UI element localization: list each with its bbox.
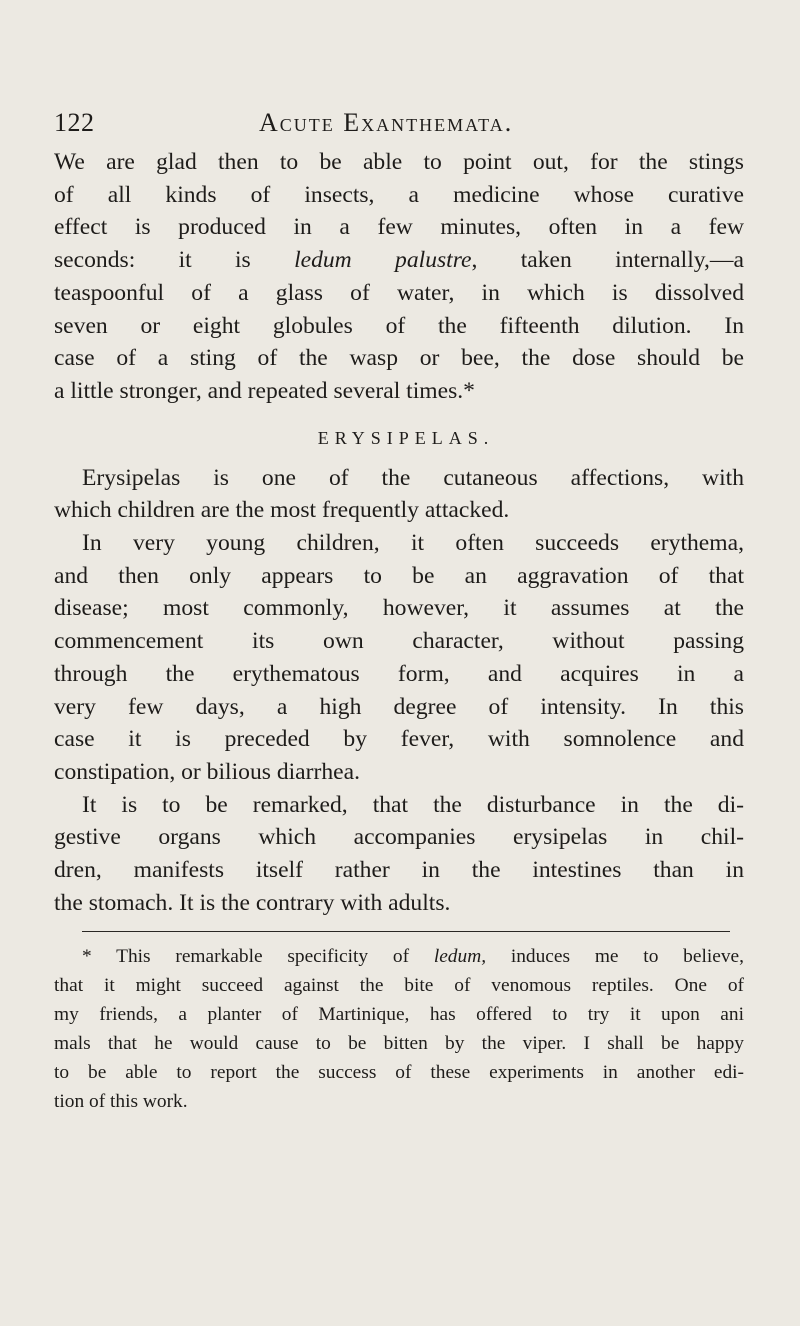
text-line: seven or eight globules of the fifteenth dilution. In xyxy=(54,312,744,339)
text-line: We are glad then to be able to point out, for the stings xyxy=(54,149,744,175)
text-line: very few days, a high degree of intensity. In this xyxy=(54,693,744,720)
text-line: gestive organs which accompanies erysipelas in chil- xyxy=(54,824,744,851)
text-line: effect is produced in a few minutes, often in a few xyxy=(54,214,744,241)
running-title: Acute Exanthemata. xyxy=(259,108,514,137)
footnote-line: my friends, a planter of Martinique, has offered to try it upon ani xyxy=(54,1004,744,1026)
text-fragment: seconds: it is xyxy=(54,247,295,274)
text-line: of all kinds of insects, a medicine whose curative xyxy=(54,181,744,208)
text-line: commencement its own character, without passing xyxy=(54,628,744,655)
text-line: a little stronger, and repeated several times.* xyxy=(54,377,475,404)
text-fragment: induces me to believe, xyxy=(486,946,744,968)
book-page xyxy=(54,100,744,1116)
text-line: dren, manifests itself rather in the intestines than in xyxy=(54,857,744,884)
section-heading: ERYSIPELAS. xyxy=(317,427,495,448)
text-line: case of a sting of the wasp or bee, the dose should be xyxy=(54,345,744,372)
text-line: which children are the most frequently attacked. xyxy=(54,497,510,524)
paragraph-insect-stings xyxy=(54,146,744,408)
text-line: It is to be remarked, that the disturbance in the di- xyxy=(82,791,744,818)
text-line: case it is preceded by fever, with somnolence and xyxy=(54,726,744,753)
remedy-name: ledum, xyxy=(433,946,487,968)
text-line: constipation, or bilious diarrhea. xyxy=(54,758,360,785)
text-line xyxy=(54,244,744,277)
text-line: and then only appears to be an aggravation of that xyxy=(54,562,744,589)
text-line: disease; most commonly, however, it assumes at the xyxy=(54,595,744,622)
text-fragment: , taken internally,—a xyxy=(471,247,744,274)
footnote-line xyxy=(54,942,744,971)
text-line: through the erythematous form, and acquires in a xyxy=(54,660,744,687)
paragraph-young-children xyxy=(54,527,744,789)
remedy-name: ledum palustre xyxy=(294,247,472,274)
text-fragment: * This remarkable specificity of xyxy=(82,946,434,968)
text-line: teaspoonful of a glass of water, in which is dissolved xyxy=(54,279,744,306)
footnote-line: to be able to report the success of these experiments in another edi- xyxy=(54,1062,744,1084)
footnote-line: tion of this work. xyxy=(54,1091,188,1113)
text-line: In very young children, it often succeeds erythema, xyxy=(82,530,744,557)
text-line: Erysipelas is one of the cutaneous affections, with xyxy=(82,464,744,491)
paragraph-digestive-organs xyxy=(54,789,744,920)
text-line: the stomach. It is the contrary with adults. xyxy=(54,889,451,916)
footnote-line: mals that he would cause to be bitten by the viper. I shall be happy xyxy=(54,1033,744,1055)
page-number: 122 xyxy=(54,108,95,137)
footnote-line: that it might succeed against the bite of venomous reptiles. One of xyxy=(54,975,744,997)
footnote xyxy=(54,942,744,1116)
running-head xyxy=(54,100,744,146)
paragraph-erysipelas-intro xyxy=(54,462,744,527)
footnote-divider xyxy=(82,931,730,932)
